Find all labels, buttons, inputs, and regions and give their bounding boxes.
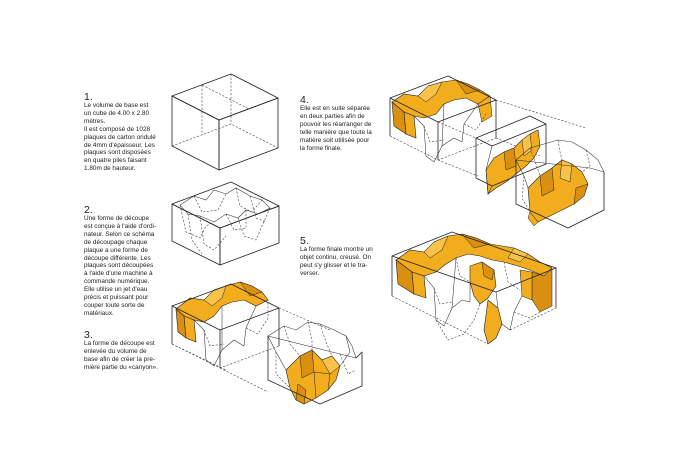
- step5-text: La forme finale montre un objet continu, creusé. On peut s'y glisser et le tra- verser.: [300, 246, 373, 277]
- step1-number: 1.: [84, 91, 93, 103]
- step2-number: 2.: [84, 204, 93, 216]
- step3-remaining-block: [268, 322, 362, 404]
- step3-text: La forme de découpe est enlevée du volume de base afin de créer la pre- mière partie du «canyon».: [84, 340, 158, 371]
- step1-text: Le volume de base est un cube de 4.00 x 2.80 mètres. Il est composé de 1028 plaques de carton ondulé de 4mm d'épaisseur. Les plaques sont disposées en quatre piles faisant 1.80m de hauteur.: [84, 102, 156, 173]
- step4-left-part: [390, 76, 496, 162]
- step4-text: Elle est en suite séparée en deux parties afin de pouvoir les réarranger de telle manière que toute la matière soit utilisée pour la forme finale.: [300, 105, 372, 152]
- step2-text: Une forme de découpe est conçue à l'aide d'ordi- nateur. Selon ce schéma de découpage chaque plaque a une forme de découpe différente. Les plaques sont découpées à l'aide d'une machine à commande numérique. Elle utilise un jet d'eau précis et puissant pour couper toute sorte de matériaux.: [84, 215, 157, 317]
- step3-cut-shape: [172, 282, 279, 368]
- step5-number: 5.: [300, 235, 309, 247]
- step4-number: 4.: [300, 94, 309, 106]
- step3-number: 3.: [84, 329, 93, 341]
- step1-base-box: [172, 74, 278, 170]
- step2-cut-pattern: [172, 182, 279, 265]
- step5-final-form: [392, 232, 556, 344]
